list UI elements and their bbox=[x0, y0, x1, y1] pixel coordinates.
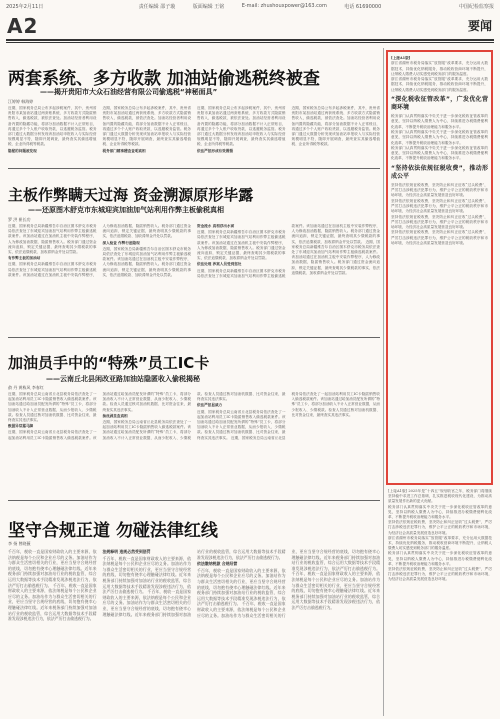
article4-text: 千百年，税收一直是国家财政收入的主要来源，依法纳税是每个公民和企业应尽的义务。加油站作为与群众生活密切相关的行业，更应当坚守合规经营的底线，切勿抱有侥幸心理触碰法律红线。近年来税务部门持续加强对加油站行业的税收监管，综合运用大数据等技术手段精准发现涉税违法行为，依法严厉打击偷逃税行为。 bbox=[8, 549, 97, 588]
article4-title: 坚守合规正道 勿碰法律红线 bbox=[8, 521, 218, 541]
article4-text-4: 千百年，税收一直是国家财政收入的主要来源，依法纳税是每个公民和企业应尽的义务。加油站作为与群众生活密切相关的行业，更应当坚守合规经营的底线，切勿抱有侥幸心理触碰法律红线。近年来税务部门持续加强对加油站行业的税收监管，综合运用大数据等技术手段精准发现涉税违法行为，依法严厉打击偷逃税行为。 bbox=[102, 549, 286, 617]
article2-text-6: 近期，国家税务总局新疆维吾尔自治区图木舒克市税务局依法查处了东城迎宾加油加气站利用作弊主板偷逃税款案件。该加油站通过在加油机主板中安装作弊程序，人为修改加油数据，隐匿销售收入。税务部门通过资金流向追踪，锁定关键证据，最终查明其少缴税款的事实，依法追缴税款、加收滞纳金并处以罚款。 bbox=[291, 239, 380, 275]
article3-text-3: 近期，国家税务总局云南省丘北县税务局依法查处了一起加油站利用员工IC卡隐匿销售收入偷逃税款案件。该加油站通过给加油员配发所谓的“特殊”员工卡，将部分加油收入不计入正常营业数据，从而少报收入、少缴税款。检查人员通过核对加油机数据、比对资金往来，最终查实其违法事实。 bbox=[102, 392, 286, 440]
sidebar-body-2: 坚持依法依规征税收费，坚决防止和纠正征收“过头税费”，严厉打击涉税违法犯罪行为，维护公平公正的税收秩序和市场环境，为经济社会高质量发展营造良好环境。 bbox=[391, 182, 488, 198]
article2-subtitle: ——还原图木舒克市东城迎宾加油加气站利用作弊主板偷税真相 bbox=[28, 206, 224, 214]
article3-text-2: 近期，国家税务总局云南省丘北县税务局依法查处了一起加油站利用员工IC卡隐匿销售收入偷逃税款案件。该加油站通过给加油员配发所谓的“特殊”员工卡，将部分加油收入不计入正常营业数据，从而少报收入、少缴税款。检查人员通过核对加油机数据、比对资金往来，最终查实其违法事实。 bbox=[8, 392, 191, 440]
article2-text-4: 近期，国家税务总局新疆维吾尔自治区图木舒克市税务局依法查处了东城迎宾加油加气站利用作弊主板偷逃税款案件。该加油站通过在加油机主板中安装作弊程序，人为修改加油数据，隐匿销售收入。税务部门通过资金流向追踪，锁定关键证据，最终查明其少缴税款的事实，依法追缴税款、加收滞纳金并处以罚款。 bbox=[197, 230, 286, 261]
article3-text-4: 近期，国家税务总局云南省丘北县税务局依法查处了一起加油站利用员工IC卡隐匿销售收入偷逃税款案件。该加油站通过给加油员配发所谓的“特殊”员工卡，将部分加油收入不计入正常营业数据，从而少报收入、少缴税款。检查人员通过核对加油机数据、比对资金往来，最终查实其违法事实。 bbox=[197, 409, 286, 440]
masthead-rule-thin bbox=[6, 42, 494, 43]
continued-text-6: 坚持依法依规征税收费，坚决防止和纠正征收“过头税费”，严厉打击涉税违法犯罪行为，维护公平公正的税收秩序和市场环境，为经济社会高质量发展营造良好环境。 bbox=[388, 567, 492, 582]
article3-byline: 俞 丹 黄栋风 李春红 bbox=[8, 385, 44, 390]
article4-byline: 李 扬 曾晓薇 bbox=[8, 541, 31, 546]
article2-text-3: 近期，国家税务总局新疆维吾尔自治区图木舒克市税务局依法查处了东城迎宾加油加气站利用作弊主板偷逃税款案件。该加油站通过在加油机主板中安装作弊程序，人为修改加油数据，隐匿销售收入。税务部门通过资金流向追踪，锁定关键证据，最终查明其少缴税款的事实，依法追缴税款、加收滞纳金并处以罚款。 bbox=[102, 246, 191, 277]
article3-text-5: 近期，国家税务总局云南省丘北县税务局依法查处了一起加油站利用员工IC卡隐匿销售收入偷逃税款案件。该加油站通过给加油员配发所谓的“特殊”员工卡，将部分加油收入不计入正常营业数据，从而少报收入、少缴税款。检查人员通过核对加油机数据、比对资金往来，最终查实其违法事实。 bbox=[230, 392, 380, 440]
article-divider bbox=[8, 337, 380, 338]
continued-text-5: 税务部门认真贯彻落实中央关于进一步深化税收征管改革的意见，坚持以纳税人缴费人为中心，持续推进办税缴费便利化改革，不断提升税收治理能力和服务水平。 bbox=[388, 551, 492, 566]
article3-text: 近期，国家税务总局云南省丘北县税务局依法查处了一起加油站利用员工IC卡隐匿销售收入偷逃税款案件。该加油站通过给加油员配发所谓的“特殊”员工卡，将部分加油收入不计入正常营业数据，从而少报收入、少缴税款。检查人员通过核对加油机数据、比对资金往来，最终查实其违法事实。 bbox=[8, 392, 97, 423]
article1-text-4: 近期，国家税务总局公布多起涉税案件，其中，贵州省贵阳市某加油站通过两套账系统、多方收款方式隐匿销售收入，偷逃税款，被依法查处。加油站经营者利用设备内置的隐藏功能，将部分加油数据不计入正常账目，再通过多个个人账户收取货款，以逃避税务监管。税务部门通过大数据分析发现该加油站申报收入与实际经营规模明显不符，随即开展调查，最终查实其偷逃增值税、企业所得税等税款。 bbox=[291, 106, 380, 147]
article3-body bbox=[8, 392, 380, 496]
article4-body bbox=[8, 549, 380, 715]
article1-subhead-3: 依法严惩形成有效震慑 bbox=[197, 148, 233, 153]
article1-body bbox=[8, 106, 380, 166]
article4-text-5: 千百年，税收一直是国家财政收入的主要来源，依法纳税是每个公民和企业应尽的义务。加油站作为与群众生活密切相关的行业，更应当坚守合规经营的底线，切勿抱有侥幸心理触碰法律红线。近年来税务部门持续加强对加油站行业的税收监管，综合运用大数据等技术手段精准发现涉税违法行为，依法严厉打击偷逃税行为。 bbox=[197, 567, 286, 607]
sidebar-body-2d: 坚持依法依规征税收费，坚决防止和纠正征收“过头税费”，严厉打击涉税违法犯罪行为，维护公平公正的税收秩序和市场环境，为经济社会高质量发展营造良好环境。 bbox=[391, 230, 488, 246]
article1-subhead-2: 税务部门精准稽查查明真相 bbox=[102, 148, 146, 153]
article3-subhead-1: 数据异常露马脚 bbox=[8, 424, 34, 429]
sidebar-continued bbox=[388, 489, 492, 715]
highlighted-sidebar[interactable] bbox=[386, 50, 493, 485]
continued-text-2: 税务部门认真贯彻落实中央关于进一步深化税收征管改革的意见，坚持以纳税人缴费人为中心，持续推进办税缴费便利化改革，不断提升税收治理能力和服务水平。 bbox=[388, 504, 492, 520]
article1-subtitle: ——揭开贵阳市大众石油经营有限公司偷逃税“神秘面具” bbox=[40, 88, 218, 96]
article2-title: 主板作弊瞒天过海 资金溯源原形毕露 bbox=[8, 186, 254, 204]
article4-text-2: 千百年，税收一直是国家财政收入的主要来源，依法纳税是每个公民和企业应尽的义务。加油站作为与群众生活密切相关的行业，更应当坚守合规经营的底线，切勿抱有侥幸心理触碰法律红线。近年来税务部门持续加强对加油站行业的税收监管，综合运用大数据等技术手段精准发现涉税违法行为，依法严厉打击偷逃税行为。 bbox=[8, 582, 97, 622]
article2-text: 近期，国家税务总局新疆维吾尔自治区图木舒克市税务局依法查处了东城迎宾加油加气站利用作弊主板偷逃税款案件。该加油站通过在加油机主板中安装作弊程序，人为修改加油数据，隐匿销售收入。税务部门通过资金流向追踪，锁定关键证据，最终查明其少缴税款的事实，依法追缴税款、加收滞纳金并处以罚款。 bbox=[8, 224, 97, 255]
article2-byline: 罗 洪 崔长功 bbox=[8, 217, 31, 222]
continued-text-4: 浙江省湖州市税务局落实“放管服”改革要求，充分运用大数据技术，持续优化纳税服务，推动税收营商环境不断提升，让纳税人缴费人切实感受到税务部门的服务温度。 bbox=[388, 535, 492, 551]
sidebar-body-1: 税务部门认真贯彻落实中央关于进一步深化税收征管改革的意见，坚持以纳税人缴费人为中心，持续推进办税缴费便利化改革，不断提升税收治理能力和服务水平。 bbox=[391, 114, 488, 129]
sidebar-body-2c: 坚持依法依规征税收费，坚决防止和纠正征收“过头税费”，严厉打击涉税违法犯罪行为，维护公平公正的税收秩序和市场环境，为经济社会高质量发展营造良好环境。 bbox=[391, 214, 488, 230]
article2-subhead-2: 深入检查 作弊行迹隐现 bbox=[102, 240, 140, 245]
article2-subhead-1: 有作弊主板的加油站 bbox=[8, 256, 41, 261]
continued-text: [上接A1版] 2025年是“十四五”规划收官之年，税务部门将继续坚持稳中求进工作总基调，扎实推进税收现代化建设，为推动高质量发展作出新的更大贡献。 bbox=[388, 489, 492, 504]
article3-subhead-3: 依法严惩显威力 bbox=[197, 403, 223, 408]
contact-email: E-mail: zhushouxpower@163.com bbox=[241, 3, 327, 9]
article1-text-3: 近期，国家税务总局公布多起涉税案件，其中，贵州省贵阳市某加油站通过两套账系统、多方收款方式隐匿销售收入，偷逃税款，被依法查处。加油站经营者利用设备内置的隐藏功能，将部分加油数据不计入正常账目，再通过多个个人账户收取货款，以逃避税务监管。税务部门通过大数据分析发现该加油站申报收入与实际经营规模明显不符，随即开展调查，最终查实其偷逃增值税、企业所得税等税款。 bbox=[197, 106, 286, 147]
article1-subhead-1: 隐秘的问题被发现 bbox=[8, 148, 37, 153]
sidebar-tag: [上接A1版] bbox=[391, 56, 411, 60]
sidebar-body-1b: 税务部门认真贯彻落实中央关于进一步深化税收征管改革的意见，坚持以纳税人缴费人为中心，持续推进办税缴费便利化改革，不断提升税收治理能力和服务水平。 bbox=[391, 129, 488, 145]
masthead-rule bbox=[6, 39, 494, 41]
sidebar-intro: 浙江省湖州市税务局落实“放管服”改革要求，充分运用大数据技术，持续优化纳税服务，推动税收营商环境不断提升，让纳税人缴费人切实感受到税务部门的服务温度。 bbox=[391, 61, 488, 76]
article2-subhead-3: 资金流水 真相浮出水面 bbox=[197, 224, 235, 228]
article1-text-2: 近期，国家税务总局公布多起涉税案件，其中，贵州省贵阳市某加油站通过两套账系统、多方收款方式隐匿销售收入，偷逃税款，被依法查处。加油站经营者利用设备内置的隐藏功能，将部分加油数据不计入正常账目，再通过多个个人账户收取货款，以逃避税务监管。税务部门通过大数据分析发现该加油站申报收入与实际经营规模明显不符，随即开展调查，最终查实其偷逃增值税、企业所得税等税款。 bbox=[102, 106, 191, 147]
article2-text-2: 近期，国家税务总局新疆维吾尔自治区图木舒克市税务局依法查处了东城迎宾加油加气站利用作弊主板偷逃税款案件。该加油站通过在加油机主板中安装作弊程序，人为修改加油数据，隐匿销售收入。税务部门通过资金流向追踪，锁定关键证据，最终查明其少缴税款的事实，依法追缴税款、加收滞纳金并处以罚款。 bbox=[8, 224, 191, 277]
article3-title: 加油员手中的“特殊”员工IC卡 bbox=[8, 354, 210, 372]
article4-text-7: 千百年，税收一直是国家财政收入的主要来源，依法纳税是每个公民和企业应尽的义务。加油站作为与群众生活密切相关的行业，更应当坚守合规经营的底线，切勿抱有侥幸心理触碰法律红线。近年来税务部门持续加强对加油站行业的税收监管，综合运用大数据等技术手段精准发现涉税违法行为，依法严厉打击偷逃税行为。 bbox=[291, 571, 380, 610]
article4-subhead-2: 依法缴纳税款 合规经营 bbox=[197, 561, 238, 567]
article3-subtitle: ——云南丘北县闲改亚路加油站隐匿收入偷税揭秘 bbox=[46, 375, 200, 383]
article1-title: 两套系统、多方收款 加油站偷逃税终被查 bbox=[8, 69, 320, 89]
article2-body bbox=[8, 224, 380, 334]
article2-text-5: 近期，国家税务总局新疆维吾尔自治区图木舒克市税务局依法查处了东城迎宾加油加气站利用作弊主板偷逃税款案件。该加油站通过在加油机主板中安装作弊程序，人为修改加油数据，隐匿销售收入。税务部门通过资金流向追踪，锁定关键证据，最终查明其少缴税款的事实，依法追缴税款、加收滞纳金并处以罚款。 bbox=[197, 224, 380, 278]
sidebar-body-1c: 税务部门认真贯彻落实中央关于进一步深化税收征管改革的意见，坚持以纳税人缴费人为中心，持续推进办税缴费便利化改革，不断提升税收治理能力和服务水平。 bbox=[391, 145, 488, 161]
sidebar-heading-2: “坚持依法依规征税收费”，推动形成公平 bbox=[391, 164, 488, 180]
newspaper-name: 中国纪检监察报 bbox=[458, 4, 494, 10]
contact-phone: 电话 61690000 bbox=[344, 4, 382, 10]
sidebar-intro-2: 浙江省湖州市税务局落实“放管服”改革要求，充分运用大数据技术，持续优化纳税服务，推动税收营商环境不断提升，让纳税人缴费人切实感受到税务部门的服务温度。 bbox=[391, 77, 488, 92]
masthead-info bbox=[130, 3, 390, 10]
issue-date: 2025年2月11日 bbox=[6, 4, 44, 10]
section-title: 要闻 bbox=[467, 19, 492, 33]
article1-byline: 江婷婷 韩海婷 bbox=[8, 99, 34, 104]
sidebar-content bbox=[391, 56, 488, 480]
sidebar-heading-1: “深化税收征管改革”，广发优化营商环境 bbox=[391, 96, 488, 112]
article2-subhead-4: 依法处理 涉案人员受到惩处 bbox=[197, 262, 242, 267]
article3-subhead-2: 抽丝剥茧查真相 bbox=[102, 413, 128, 418]
continued-text-3: 坚持依法依规征税收费，坚决防止和纠正征收“过头税费”，严厉打击涉税违法犯罪行为，维护公平公正的税收秩序和市场环境，为经济社会高质量发展营造良好环境。 bbox=[388, 520, 492, 535]
article-divider bbox=[8, 168, 380, 169]
designer-credit: 版面编辑 王铭 bbox=[192, 4, 225, 10]
article4-text-6: 千百年，税收一直是国家财政收入的主要来源，依法纳税是每个公民和企业应尽的义务。加油站作为与群众生活密切相关的行业，更应当坚守合规经营的底线，切勿抱有侥幸心理触碰法律红线。近年来税务部门持续加强对加油站行业的税收监管，综合运用大数据等技术手段精准发现涉税违法行为，依法严厉打击偷逃税行为。 bbox=[197, 549, 380, 618]
article1-text: 近期，国家税务总局公布多起涉税案件，其中，贵州省贵阳市某加油站通过两套账系统、多方收款方式隐匿销售收入，偷逃税款，被依法查处。加油站经营者利用设备内置的隐藏功能，将部分加油数据不计入正常账目，再通过多个个人账户收取货款，以逃避税务监管。税务部门通过大数据分析发现该加油站申报收入与实际经营规模明显不符，随即开展调查，最终查实其偷逃增值税、企业所得税等税款。 bbox=[8, 106, 97, 147]
editor-credit: 责任编辑 邵子璇 bbox=[138, 4, 176, 10]
article-divider bbox=[8, 500, 380, 501]
article4-subhead-1: 法规释明 违规必然受到惩罚 bbox=[102, 549, 151, 554]
column-separator bbox=[383, 48, 384, 716]
page-number: A2 bbox=[7, 14, 39, 38]
article4-text-3: 千百年，税收一直是国家财政收入的主要来源，依法纳税是每个公民和企业应尽的义务。加油站作为与群众生活密切相关的行业，更应当坚守合规经营的底线，切勿抱有侥幸心理触碰法律红线。近年来税务部门持续加强对加油站行业的税收监管，综合运用大数据等技术手段精准发现涉税违法行为，依法严厉打击偷逃税行为。 bbox=[102, 555, 191, 595]
sidebar-body-2b: 坚持依法依规征税收费，坚决防止和纠正征收“过头税费”，严厉打击涉税违法犯罪行为，维护公平公正的税收秩序和市场环境，为经济社会高质量发展营造良好环境。 bbox=[391, 198, 488, 214]
